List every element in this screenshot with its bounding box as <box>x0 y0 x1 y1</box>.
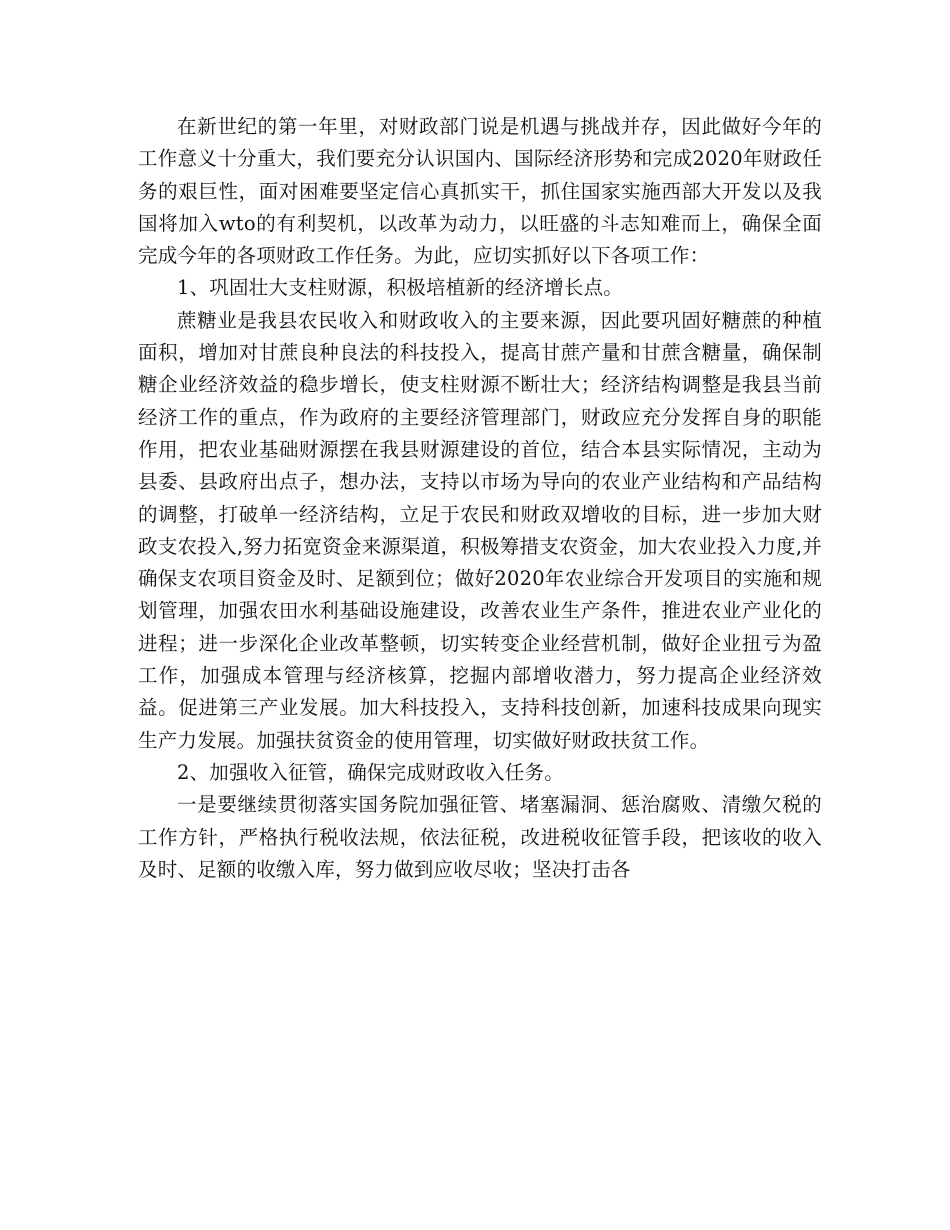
document-body <box>138 111 822 886</box>
paragraph-intro: 在新世纪的第一年里，对财政部门说是机遇与挑战并存，因此做好今年的工作意义十分重大，我们要充分认识国内、国际经济形势和完成2020年财政任务的艰巨性，面对困难要坚定信心真抓实干，抓住国家实施西部大开发以及我国将加入wto的有利契机，以改革为动力，以旺盛的斗志知难而上，确保全面完成今年的各项财政工作任务。为此，应切实抓好以下各项工作： <box>138 115 822 268</box>
section-heading-1: 1、巩固壮大支柱财源，积极培植新的经济增长点。 <box>177 276 624 300</box>
paragraph-sugar-industry: 蔗糖业是我县农民收入和财政收入的主要来源，因此要巩固好糖蔗的种植面积，增加对甘蔗良种良法的科技投入，提高甘蔗产量和甘蔗含糖量，确保制糖企业经济效益的稳步增长，使支柱财源不断壮大；经济结构调整是我县当前经济工作的重点，作为政府的主要经济管理部门，财政应充分发挥自身的职能作用，把农业基础财源摆在我县财源建设的首位，结合本县实际情况，主动为县委、县政府出点子，想办法，支持以市场为导向的农业产业结构和产品结构的调整，打破单一经济结构，立足于农民和财政双增收的目标，进一步加大财政支农投入,努力拓宽资金来源渠道，积极筹措支农资金，加大农业投入力度,并确保支农项目资金及时、足额到位；做好2020年农业综合开发项目的实施和规划管理，加强农田水利基础设施建设，改善农业生产条件，推进农业产业化的进程；进一步深化企业改革整顿，切实转变企业经营机制，做好企业扭亏为盈工作，加强成本管理与经济核算，挖掘内部增收潜力，努力提高企业经济效益。促进第三产业发展。加大科技投入，支持科技创新，加速科技成果向现实生产力发展。加强扶贫资金的使用管理，切实做好财政扶贫工作。 <box>138 308 822 752</box>
section-heading-2: 2、加强收入征管，确保完成财政收入任务。 <box>177 760 564 784</box>
paragraph-revenue-collection: 一是要继续贯彻落实国务院加强征管、堵塞漏洞、惩治腐败、清缴欠税的工作方针，严格执行税收法规，依法征税，改进税收征管手段，把该收的收入及时、足额的收缴入库，努力做到应收尽收；坚决打击各 <box>138 793 822 881</box>
